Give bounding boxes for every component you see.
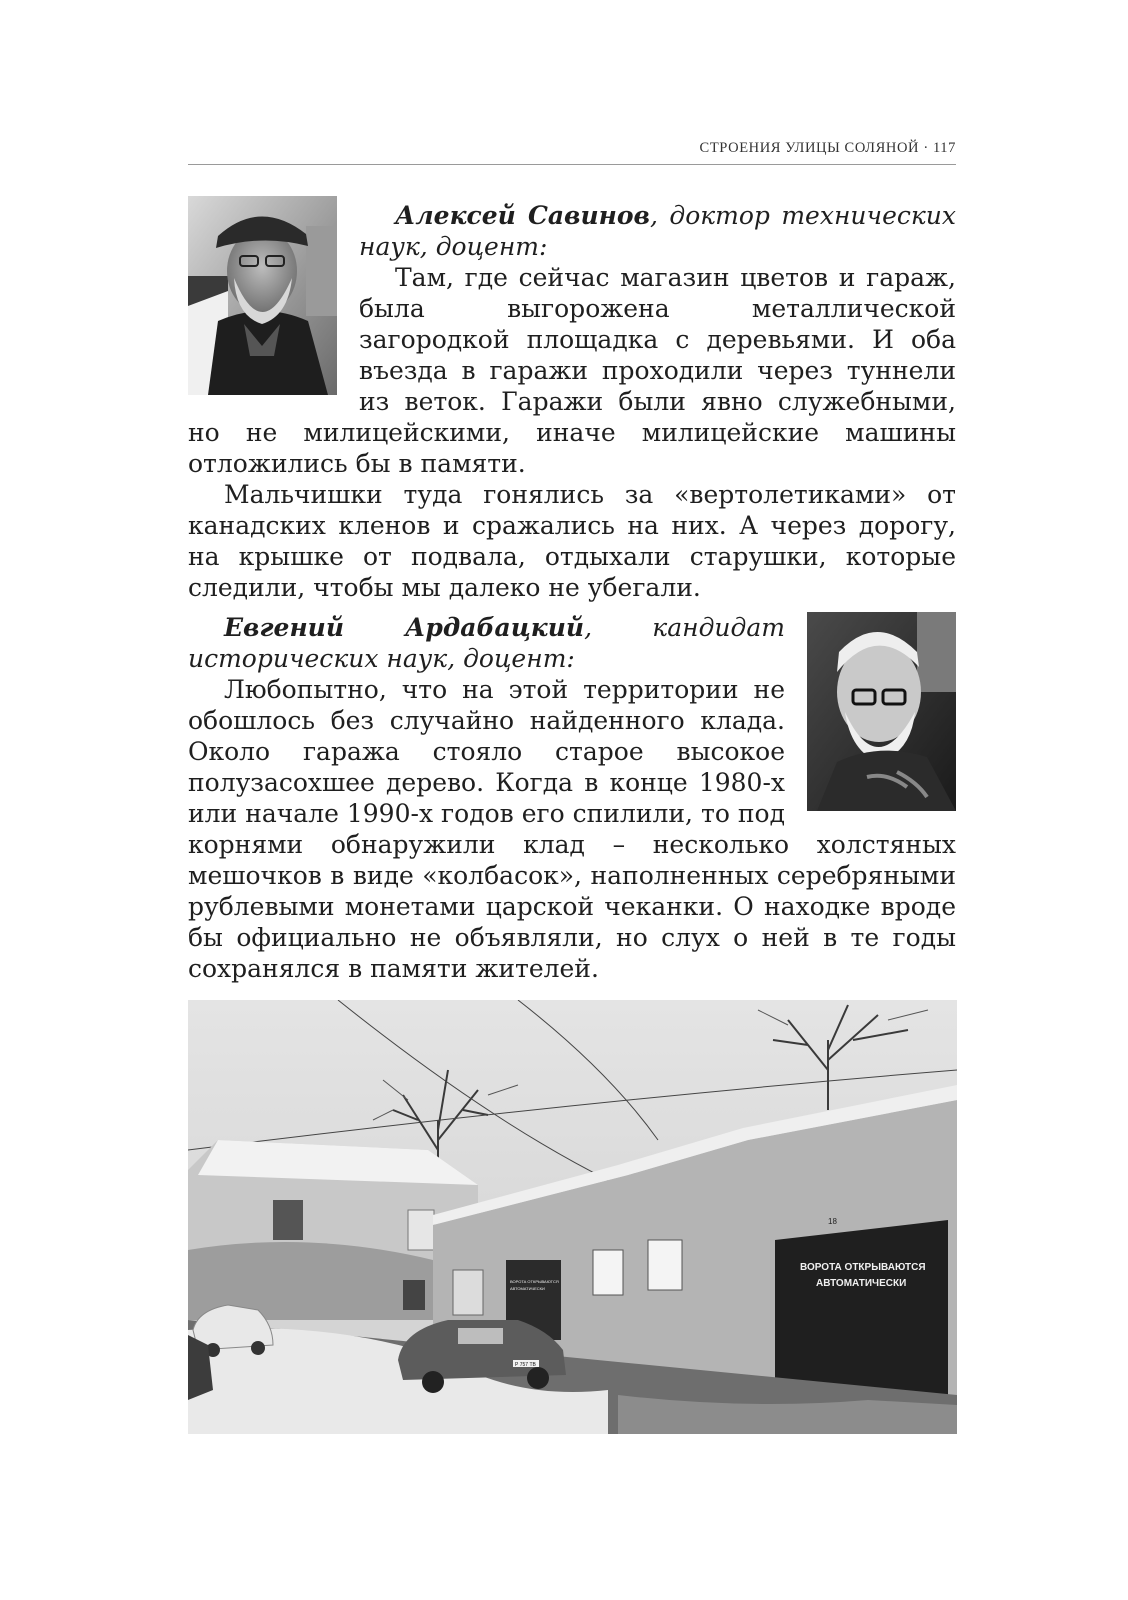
author-name: Алексей Савинов (395, 201, 650, 230)
paragraph: Любопытно, что на этой территории не обошлось без случайно найденного клада. Около гаража стояло старое высокое полузасохшее дерево. Когда в конце 1980-х или начале 1990-х годов его спилили, то под корнями обнаружили клад – несколько холстяных мешочков в виде «колбасок», наполненных серебряными рублевыми монетами царской чеканки. О находке вроде бы официально не объявляли, но слух о ней в те годы сохранялся в памяти жителей. (188, 675, 956, 983)
paragraph: Там, где сейчас магазин цветов и гараж, была выгорожена металлической загородкой площадка с деревьями. И оба въезда в гаражи проходили через туннели из веток. Гаражи были явно служебными, но не милицейскими, иначе милицейские машины отложились бы в памяти. (188, 263, 956, 478)
gate-sign-line2: АВТОМАТИЧЕСКИ (816, 1278, 907, 1289)
small-gate-sign-line1: ВОРОТА ОТКРЫВАЮТСЯ (510, 1279, 559, 1284)
portrait-savinov-photo (188, 196, 337, 395)
small-gate-sign-line2: АВТОМАТИЧЕСКИ (510, 1286, 545, 1291)
quote-savinov (188, 196, 956, 603)
license-plate: Р 757 ТВ (515, 1362, 536, 1368)
gate-sign-line1: ВОРОТА ОТКРЫВАЮТСЯ (800, 1262, 926, 1273)
quote-ardabatsky (188, 612, 956, 984)
building-number: 18 (828, 1217, 837, 1226)
author-name: Евгений Ардабацкий (224, 613, 585, 642)
running-header (188, 136, 956, 165)
courtyard-garage-photo (188, 1000, 957, 1434)
author-title: , кандидат исторических наук, доцент: (188, 613, 785, 673)
author-title: , доктор технических наук, доцент: (359, 201, 956, 261)
portrait-ardabatsky-photo (807, 612, 956, 811)
running-title: СТРОЕНИЯ УЛИЦЫ СОЛЯНОЙ · 117 (699, 140, 956, 156)
paragraph: Мальчишки туда гонялись за «вертолетиками» от канадских кленов и сражались на них. А через дорогу, на крышке от подвала, отдыхали старушки, которые следили, чтобы мы далеко не убегали. (188, 480, 956, 602)
